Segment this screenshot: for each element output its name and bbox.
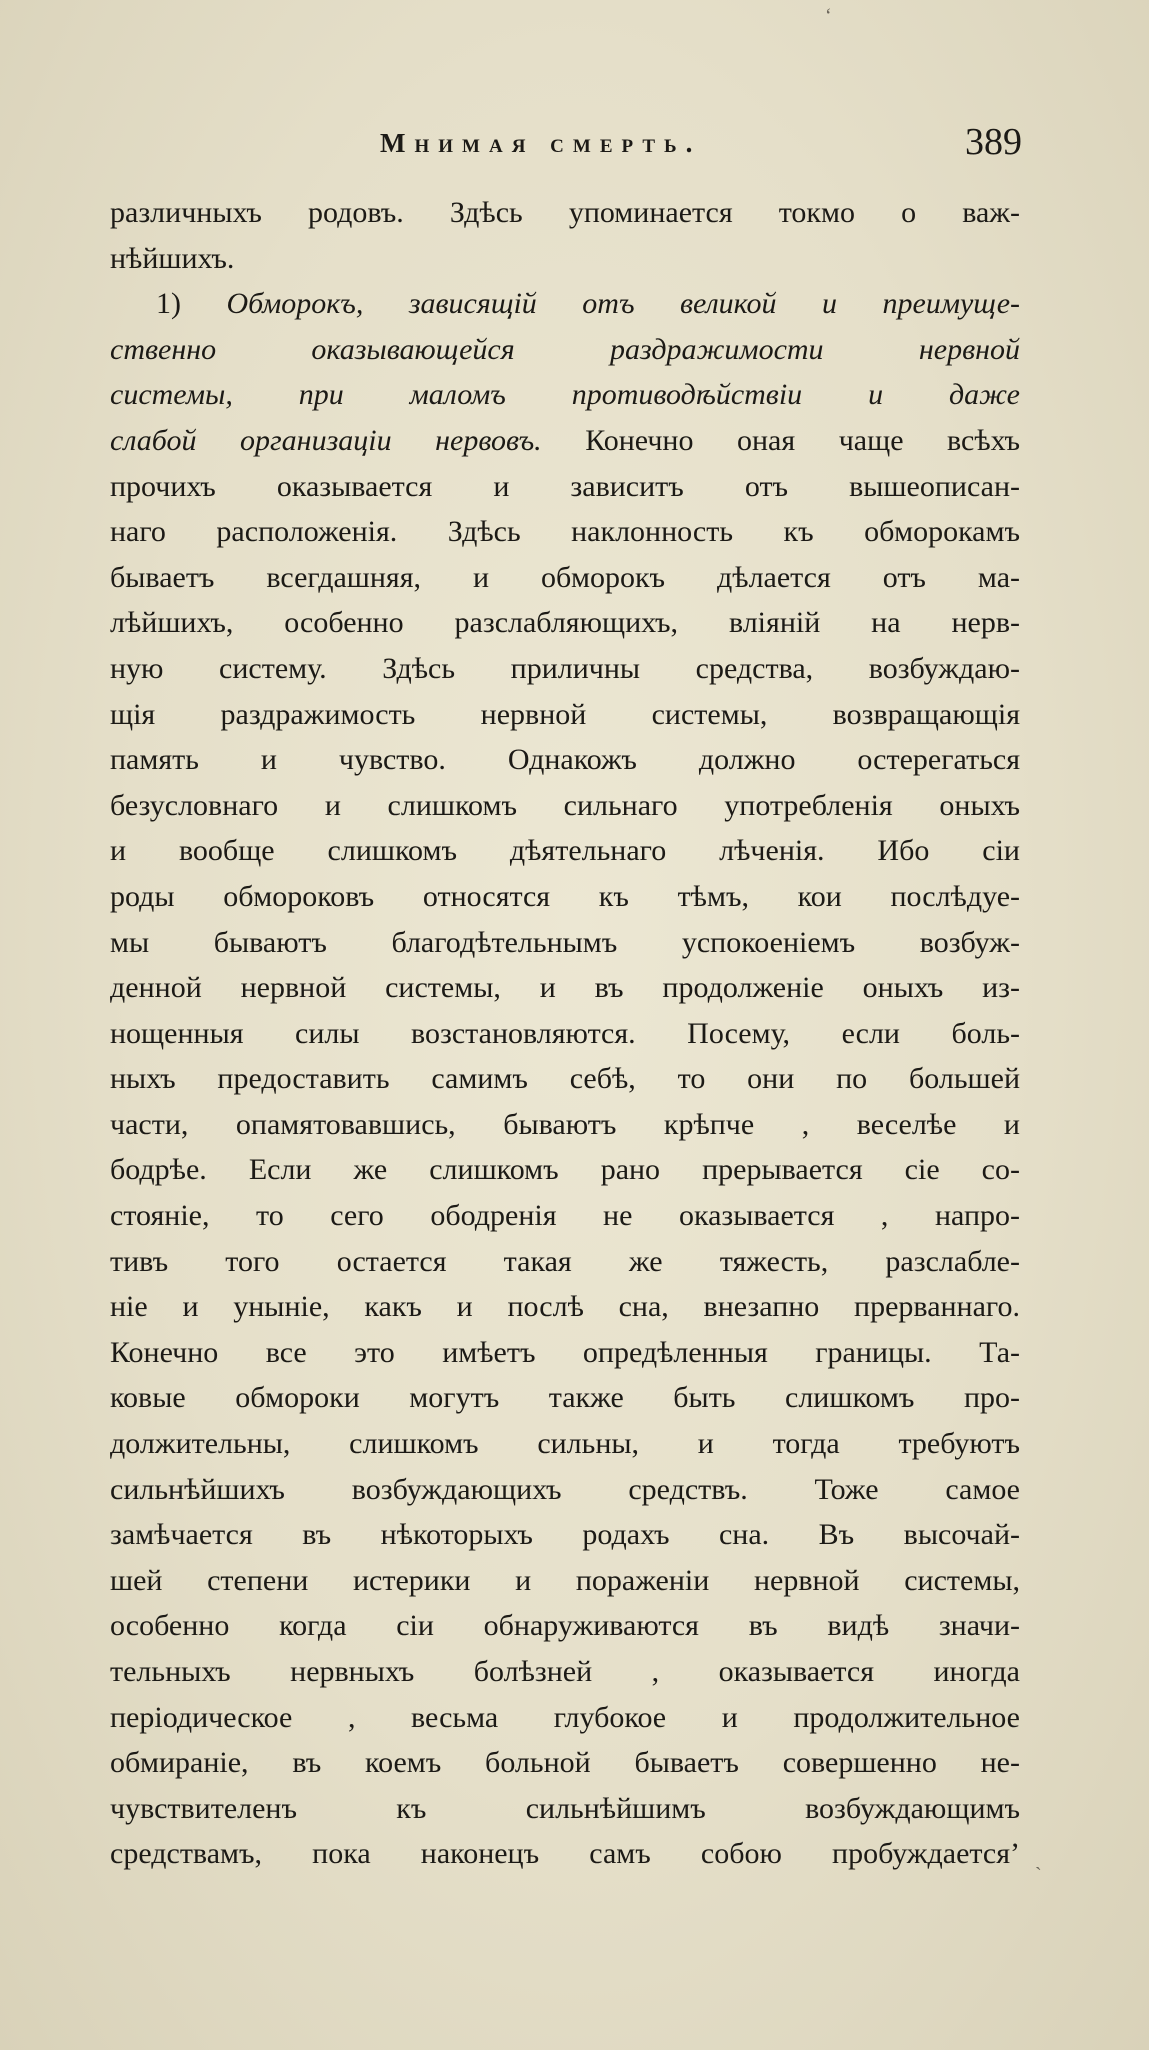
text-segment: безусловнаго и слишкомъ сильнаго употребленія оныхъ bbox=[110, 788, 1020, 822]
paper-mark: ˴ bbox=[1035, 1855, 1042, 1877]
text-line bbox=[110, 1102, 1020, 1148]
text-line bbox=[110, 418, 1020, 464]
text-segment: ную систему. Здѣсь приличны средства, возбуждаю- bbox=[110, 651, 1020, 685]
text-line bbox=[110, 372, 1020, 418]
text-segment: бываетъ всегдашняя, и обморокъ дѣлается отъ ма- bbox=[110, 560, 1020, 594]
text-segment: тельныхъ нервныхъ болѣзней , оказывается иногда bbox=[110, 1655, 1020, 1688]
text-segment: ныхъ предоставить самимъ себѣ, то они по большей bbox=[110, 1062, 1020, 1096]
text-segment: нѣйшихъ. bbox=[110, 241, 235, 275]
text-segment: память и чувство. Однакожъ должно остерегаться bbox=[110, 743, 1020, 777]
paper-mark: ‘ bbox=[825, 5, 832, 27]
text-line bbox=[110, 1375, 1020, 1421]
italic-text-segment: слабой организаціи нервовъ. bbox=[110, 423, 542, 457]
text-segment: денной нервной системы, и въ продолженіе оныхъ из- bbox=[110, 971, 1020, 1005]
text-segment: сильнѣйшихъ возбуждающихъ средствъ. Тоже самое bbox=[110, 1472, 1020, 1506]
text-segment: 1) bbox=[156, 287, 227, 321]
text-line bbox=[110, 1786, 1020, 1832]
text-segment: нощенныя силы возстановляются. Посему, если боль- bbox=[110, 1016, 1020, 1050]
text-segment: шей степени истерики и пораженіи нервной системы, bbox=[110, 1563, 1020, 1597]
italic-text-segment: системы, при маломъ противодѣйствіи и даже bbox=[110, 378, 1020, 412]
text-line bbox=[110, 1421, 1020, 1467]
text-line bbox=[110, 1011, 1020, 1057]
text-line bbox=[110, 236, 1020, 282]
text-line bbox=[110, 1239, 1020, 1285]
text-segment: Конечно все это имѣетъ опредѣленныя границы. Та- bbox=[110, 1335, 1020, 1369]
text-segment: ніе и уныніе, какъ и послѣ сна, внезапно прерваннаго. bbox=[110, 1290, 1020, 1324]
text-line bbox=[110, 1695, 1020, 1741]
text-segment: періодическое , весьма глубокое и продолжительное bbox=[110, 1700, 1020, 1734]
text-line bbox=[110, 1467, 1020, 1513]
text-segment: роды обмороковъ относятся къ тѣмъ, кои послѣдуе- bbox=[110, 879, 1020, 913]
text-segment: замѣчается въ нѣкоторыхъ родахъ сна. Въ высочай- bbox=[110, 1518, 1020, 1552]
text-line bbox=[110, 1558, 1020, 1604]
text-segment: прочихъ оказывается и зависитъ отъ вышеописан- bbox=[110, 469, 1020, 503]
text-line bbox=[110, 1512, 1020, 1558]
text-segment: части, опамятовавшись, бываютъ крѣпче , веселѣе и bbox=[110, 1107, 1020, 1141]
text-line bbox=[110, 1284, 1020, 1330]
page-header bbox=[110, 121, 1022, 168]
text-line bbox=[110, 509, 1020, 555]
text-line bbox=[110, 1740, 1020, 1786]
text-segment: стояніе, то сего ободренія не оказывается , напро- bbox=[110, 1199, 1020, 1233]
text-line bbox=[110, 1330, 1020, 1376]
text-segment: различныхъ родовъ. Здѣсь упоминается токмо о важ- bbox=[110, 196, 1020, 229]
text-segment: наго расположенія. Здѣсь наклонность къ обморокамъ bbox=[110, 515, 1020, 549]
text-segment: Конечно оная чаще всѣхъ bbox=[541, 423, 1020, 457]
text-segment: особенно когда сіи обнаруживаются въ видѣ значи- bbox=[110, 1609, 1020, 1643]
text-line bbox=[110, 828, 1020, 874]
text-line bbox=[110, 1603, 1020, 1649]
text-segment: должительны, слишкомъ сильны, и тогда требуютъ bbox=[110, 1427, 1020, 1461]
text-segment: бодрѣе. Если же слишкомъ рано прерывается сіе со- bbox=[110, 1153, 1020, 1187]
text-segment: и вообще слишкомъ дѣятельнаго лѣченія. Ибо сіи bbox=[110, 834, 1020, 868]
italic-text-segment: ственно оказывающейся раздражимости нервной bbox=[110, 332, 1020, 366]
text-segment: средствамъ, пока наконецъ самъ собою пробуждается’ bbox=[110, 1837, 1020, 1871]
text-segment: щія раздражимость нервной системы, возвращающія bbox=[110, 697, 1020, 731]
text-line bbox=[110, 281, 1020, 327]
text-line bbox=[110, 646, 1020, 692]
text-line bbox=[110, 600, 1020, 646]
text-line bbox=[110, 464, 1020, 510]
text-line bbox=[110, 1831, 1020, 1877]
text-line bbox=[110, 874, 1020, 920]
text-line bbox=[110, 1056, 1020, 1102]
text-line bbox=[110, 965, 1020, 1011]
text-line bbox=[110, 1193, 1020, 1239]
text-line bbox=[110, 555, 1020, 601]
text-line bbox=[110, 190, 1020, 236]
text-line bbox=[110, 737, 1020, 783]
italic-text-segment: Обморокъ, зависящій отъ великой и преимуще- bbox=[226, 287, 1020, 321]
text-line bbox=[110, 327, 1020, 373]
text-segment: чувствителенъ къ сильнѣйшимъ возбуждающимъ bbox=[110, 1791, 1020, 1825]
running-title: Мнимая смерть. bbox=[380, 128, 702, 158]
text-line bbox=[110, 783, 1020, 829]
text-line bbox=[110, 920, 1020, 966]
text-segment: мы бываютъ благодѣтельнымъ успокоеніемъ возбуж- bbox=[110, 925, 1020, 959]
text-segment: ковые обмороки могутъ также быть слишкомъ про- bbox=[110, 1381, 1020, 1415]
page-number: 389 bbox=[965, 121, 1022, 163]
text-segment: лѣйшихъ, особенно разслабляющихъ, вліяній на нерв- bbox=[110, 606, 1020, 640]
text-line bbox=[110, 1147, 1020, 1193]
text-segment: тивъ того остается такая же тяжесть, разслабле- bbox=[110, 1244, 1020, 1278]
text-line bbox=[110, 692, 1020, 738]
text-segment: обмираніе, въ коемъ больной бываетъ совершенно не- bbox=[110, 1746, 1020, 1780]
text-line bbox=[110, 1649, 1020, 1695]
body-text bbox=[110, 190, 1020, 1877]
